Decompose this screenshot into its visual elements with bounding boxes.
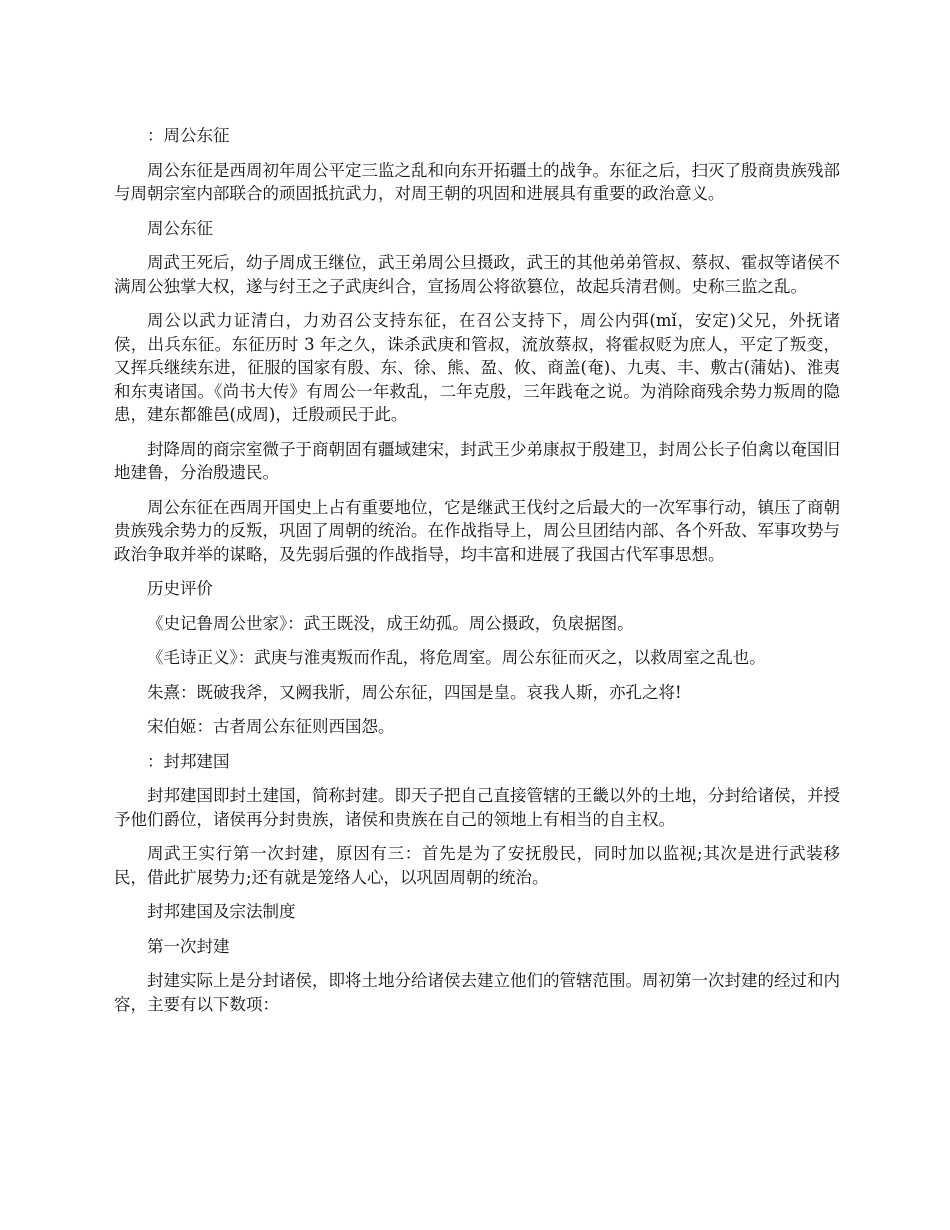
section-heading-fengbang-jianguo: ：封邦建国 [147,751,230,771]
paragraph-significance: 周公东征在西周开国史上占有重要地位，它是继武王伐纣之后最大的一次军事行动，镇压了商朝贵族残余势力的反叛，巩固了周朝的统治。在作战指导上，周公旦团结内部、各个歼敌、军事攻势与政治争取并举的谋略，及先弱后强的作战指导，均丰富和进展了我国古代军事思想。 [114,497,840,564]
paragraph-eastern-expedition: 周公以武力证清白，力劝召公支持东征，在召公支持下，周公内弭(mǐ，安定)父兄，外抚诸侯，出兵东征。东征历时 3 年之久，诛杀武庚和管叔，流放蔡叔，将霍叔贬为庶人，平定了叛变，又挥兵继续东进，征服的国家有殷、东、徐、熊、盈、攸、商盖(奄)、九夷、丰、敷古(蒲姑)、淮夷和东夷诸国。《尚书大传》有周公一年救乱，二年克殷，三年践奄之说。为消除商残余势力叛周的隐患，建东都雒邑(成周)，迁殷顽民于此。 [114,311,840,424]
subheading-zhougong-dongzheng: 周公东征 [147,218,213,238]
quote-song-boji: 宋伯姬：古者周公东征则西国怨。 [147,717,395,736]
quote-shiji: 《史记鲁周公世家》：武王既没，成王幼孤。周公摄政，负扆据图。 [147,613,634,633]
subheading-historical-evaluation: 历史评价 [147,579,213,598]
subheading-first-enfeoffment: 第一次封建 [147,936,230,956]
intro-paragraph: 周公东征是西周初年周公平定三监之乱和向东开拓疆土的战争。东征之后，扫灭了殷商贵族残部与周朝宗室内部联合的顽固抵抗武力，对周王朝的巩固和进展具有重要的政治意义。 [114,160,840,203]
quote-maoshi-zhengyi: 《毛诗正义》：武庚与淮夷叛而作乱，将危周室。周公东征而灭之，以救周室之乱也。 [147,648,766,667]
paragraph-enfeoffment-after-expedition: 封降周的商宗室微子于商朝固有疆域建宋，封武王少弟康叔于殷建卫，封周公长子伯禽以奄国旧地建鲁，分治殷遗民。 [114,439,840,482]
subheading-fengbang-and-clan-system: 封邦建国及宗法制度 [147,902,296,921]
quote-zhu-xi: 朱熹：既破我斧，又阙我斨，周公东征，四国是皇。哀我人斯，亦孔之将! [147,682,682,702]
paragraph-first-enfeoffment-reasons: 周武王实行第一次封建，原因有三：首先是为了安抚殷民，同时加以监视;其次是进行武装移民，借此扩展势力;还有就是笼络人心，以巩固周朝的统治。 [114,844,840,887]
paragraph-three-supervisors-rebellion: 周武王死后，幼子周成王继位，武王弟周公旦摄政，武王的其他弟弟管叔、蔡叔、霍叔等诸侯不满周公独掌大权，遂与纣王之子武庚纠合，宣扬周公将欲篡位，故起兵清君侧。史称三监之乱。 [114,253,840,296]
paragraph-first-enfeoffment-content: 封建实际上是分封诸侯，即将土地分给诸侯去建立他们的管辖范围。周初第一次封建的经过和内容，主要有以下数项： [114,971,840,1014]
document-page [114,124,840,1027]
paragraph-fengbang-definition: 封邦建国即封土建国，简称封建。即天子把自己直接管辖的王畿以外的土地，分封给诸侯，并授予他们爵位，诸侯再分封贵族，诸侯和贵族在自己的领地上有相当的自主权。 [114,786,840,829]
section-heading-zhougong-dongzheng: ：周公东征 [147,126,230,145]
